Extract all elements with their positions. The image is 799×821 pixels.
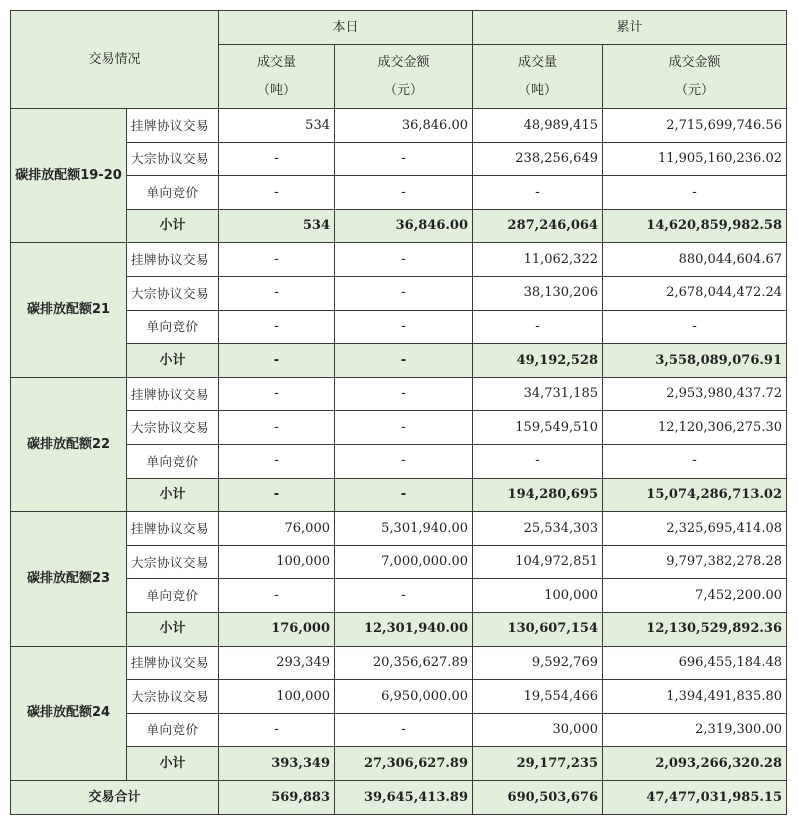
cumulative-volume-cell: 238,256,649: [473, 142, 603, 176]
group-label: 碳排放配额24: [11, 646, 127, 780]
day-amount-cell: -: [335, 344, 473, 378]
day-volume-cell: 100,000: [219, 545, 335, 579]
group-label: 碳排放配额21: [11, 243, 127, 377]
cumulative-volume-cell: 25,534,303: [473, 512, 603, 546]
table-row: [11, 109, 787, 143]
cumulative-volume-cell: 30,000: [473, 713, 603, 747]
table-row: [11, 646, 787, 680]
cumulative-amount-cell: 880,044,604.67: [603, 243, 787, 277]
subtotal-label: 小计: [127, 209, 219, 243]
grand-total-label: 交易合计: [11, 780, 219, 814]
day-amount-cell: -: [335, 478, 473, 512]
cumulative-volume-cell: 48,989,415: [473, 109, 603, 143]
amount-unit: （元）: [383, 82, 423, 98]
table-row: [11, 142, 787, 176]
cumulative-amount-cell: 1,394,491,835.80: [603, 680, 787, 714]
day-volume-cell: 393,349: [219, 747, 335, 781]
amount-label: 成交金额: [668, 54, 721, 70]
cumulative-volume-cell: 104,972,851: [473, 545, 603, 579]
day-volume-cell: 534: [219, 109, 335, 143]
day-volume-cell: -: [219, 310, 335, 344]
table-row: [11, 243, 787, 277]
volume-unit: （吨）: [256, 82, 296, 98]
volume-label: 成交量: [517, 54, 557, 70]
cumulative-volume-cell: 9,592,769: [473, 646, 603, 680]
day-volume-cell: -: [219, 142, 335, 176]
trade-type-label: 大宗协议交易: [127, 142, 219, 176]
group-label: 碳排放配额22: [11, 377, 127, 511]
grand-total-row: [11, 780, 787, 814]
day-amount-cell: -: [335, 444, 473, 478]
trade-type-label: 单向竞价: [127, 176, 219, 210]
day-volume-cell: -: [219, 176, 335, 210]
day-volume-cell: -: [219, 344, 335, 378]
day-volume-cell: 176,000: [219, 612, 335, 646]
cumulative-amount-cell: 14,620,859,982.58: [603, 209, 787, 243]
table-row: [11, 444, 787, 478]
cumulative-volume-cell: 194,280,695: [473, 478, 603, 512]
cumulative-amount-cell: 12,120,306,275.30: [603, 411, 787, 445]
day-amount-cell: 12,301,940.00: [335, 612, 473, 646]
cumulative-amount-cell: 2,678,044,472.24: [603, 276, 787, 310]
trade-type-label: 挂牌协议交易: [127, 512, 219, 546]
category-header: 交易情况: [11, 11, 219, 109]
trade-type-label: 单向竞价: [127, 713, 219, 747]
subtotal-label: 小计: [127, 612, 219, 646]
subtotal-row: [11, 747, 787, 781]
subtotal-label: 小计: [127, 478, 219, 512]
table-row: [11, 680, 787, 714]
cumulative-amount-cell: 15,074,286,713.02: [603, 478, 787, 512]
cumulative-volume-cell: 287,246,064: [473, 209, 603, 243]
day-amount-cell: -: [335, 243, 473, 277]
trade-type-label: 挂牌协议交易: [127, 243, 219, 277]
day-volume-cell: -: [219, 243, 335, 277]
day-volume-cell: -: [219, 411, 335, 445]
cumulative-volume-cell: 29,177,235: [473, 747, 603, 781]
cumulative-volume-cell: 49,192,528: [473, 344, 603, 378]
cumulative-volume-cell: 11,062,322: [473, 243, 603, 277]
cumulative-amount-cell: 7,452,200.00: [603, 579, 787, 613]
amount-label: 成交金额: [377, 54, 430, 70]
trade-type-label: 大宗协议交易: [127, 276, 219, 310]
table-row: [11, 411, 787, 445]
cumulative-volume-cell: 100,000: [473, 579, 603, 613]
subtotal-row: [11, 478, 787, 512]
trade-type-label: 单向竞价: [127, 444, 219, 478]
group-label: 碳排放配额19-20: [11, 109, 127, 243]
day-amount-cell: -: [335, 276, 473, 310]
cumulative-amount-cell: -: [603, 176, 787, 210]
table-row: [11, 176, 787, 210]
cumulative-amount-cell: 2,715,699,746.56: [603, 109, 787, 143]
subtotal-row: [11, 612, 787, 646]
day-volume-cell: 534: [219, 209, 335, 243]
cumulative-amount-cell: 3,558,089,076.91: [603, 344, 787, 378]
day-amount-cell: -: [335, 713, 473, 747]
cumulative-volume-header: [473, 45, 603, 109]
trade-type-label: 挂牌协议交易: [127, 377, 219, 411]
day-amount-cell: 6,950,000.00: [335, 680, 473, 714]
today-header: 本日: [219, 11, 473, 45]
cumulative-amount-cell: 2,319,300.00: [603, 713, 787, 747]
day-amount-cell: -: [335, 411, 473, 445]
today-volume-header: [219, 45, 335, 109]
cumulative-amount-cell: 11,905,160,236.02: [603, 142, 787, 176]
grand-day-amount-cell: 39,645,413.89: [335, 780, 473, 814]
day-volume-cell: 76,000: [219, 512, 335, 546]
day-volume-cell: 100,000: [219, 680, 335, 714]
subtotal-label: 小计: [127, 344, 219, 378]
cumulative-amount-cell: 12,130,529,892.36: [603, 612, 787, 646]
grand-cumulative-volume-cell: 690,503,676: [473, 780, 603, 814]
cumulative-volume-cell: 34,731,185: [473, 377, 603, 411]
day-amount-cell: 20,356,627.89: [335, 646, 473, 680]
trade-type-label: 大宗协议交易: [127, 545, 219, 579]
cumulative-volume-cell: 38,130,206: [473, 276, 603, 310]
day-volume-cell: -: [219, 444, 335, 478]
day-amount-cell: 36,846.00: [335, 109, 473, 143]
table-row: [11, 545, 787, 579]
cumulative-volume-cell: -: [473, 444, 603, 478]
today-amount-header: [335, 45, 473, 109]
cumulative-amount-cell: -: [603, 444, 787, 478]
day-amount-cell: -: [335, 142, 473, 176]
day-volume-cell: 293,349: [219, 646, 335, 680]
table-row: [11, 512, 787, 546]
cumulative-amount-cell: 9,797,382,278.28: [603, 545, 787, 579]
trade-type-label: 挂牌协议交易: [127, 646, 219, 680]
volume-unit: （吨）: [517, 82, 557, 98]
table-row: [11, 310, 787, 344]
day-volume-cell: -: [219, 478, 335, 512]
subtotal-row: [11, 209, 787, 243]
subtotal-row: [11, 344, 787, 378]
cumulative-amount-cell: 2,953,980,437.72: [603, 377, 787, 411]
day-amount-cell: -: [335, 176, 473, 210]
grand-cumulative-amount-cell: 47,477,031,985.15: [603, 780, 787, 814]
trade-type-label: 挂牌协议交易: [127, 109, 219, 143]
cumulative-volume-cell: 130,607,154: [473, 612, 603, 646]
day-volume-cell: -: [219, 377, 335, 411]
trade-type-label: 单向竞价: [127, 310, 219, 344]
day-volume-cell: -: [219, 713, 335, 747]
volume-label: 成交量: [256, 54, 296, 70]
day-amount-cell: 36,846.00: [335, 209, 473, 243]
amount-unit: （元）: [674, 82, 714, 98]
group-label: 碳排放配额23: [11, 512, 127, 646]
day-amount-cell: -: [335, 377, 473, 411]
cumulative-volume-cell: 19,554,466: [473, 680, 603, 714]
table-row: [11, 276, 787, 310]
cumulative-amount-cell: 2,325,695,414.08: [603, 512, 787, 546]
table-row: [11, 377, 787, 411]
cumulative-volume-cell: 159,549,510: [473, 411, 603, 445]
grand-day-volume-cell: 569,883: [219, 780, 335, 814]
cumulative-amount-cell: -: [603, 310, 787, 344]
cumulative-amount-header: [603, 45, 787, 109]
table-row: [11, 713, 787, 747]
cumulative-header: 累计: [473, 11, 787, 45]
cumulative-amount-cell: 2,093,266,320.28: [603, 747, 787, 781]
table-row: [11, 579, 787, 613]
day-amount-cell: 5,301,940.00: [335, 512, 473, 546]
trade-type-label: 单向竞价: [127, 579, 219, 613]
day-volume-cell: -: [219, 276, 335, 310]
day-volume-cell: -: [219, 579, 335, 613]
cumulative-volume-cell: -: [473, 176, 603, 210]
trade-type-label: 大宗协议交易: [127, 680, 219, 714]
cumulative-amount-cell: 696,455,184.48: [603, 646, 787, 680]
subtotal-label: 小计: [127, 747, 219, 781]
trading-summary-table: [10, 10, 787, 815]
day-amount-cell: -: [335, 310, 473, 344]
day-amount-cell: 27,306,627.89: [335, 747, 473, 781]
day-amount-cell: 7,000,000.00: [335, 545, 473, 579]
day-amount-cell: -: [335, 579, 473, 613]
cumulative-volume-cell: -: [473, 310, 603, 344]
trade-type-label: 大宗协议交易: [127, 411, 219, 445]
